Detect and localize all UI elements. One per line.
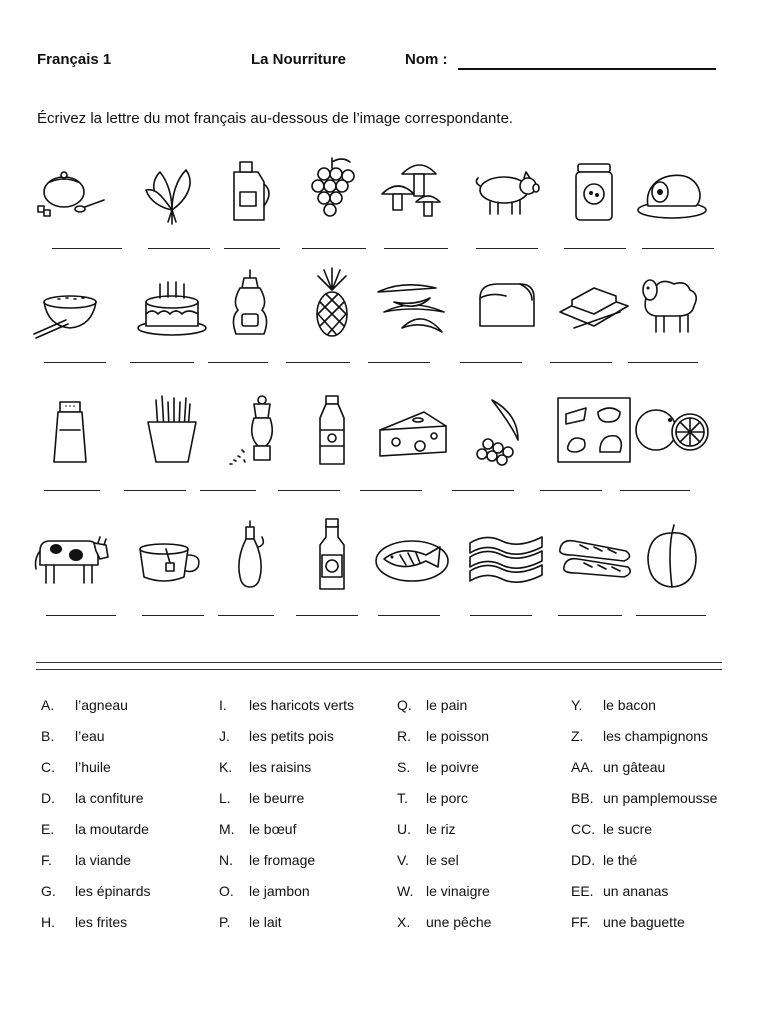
vocabulary-item (41, 790, 221, 821)
vocabulary-word: le bœuf (249, 821, 297, 837)
answer-blank[interactable] (302, 248, 366, 249)
answer-blank[interactable] (636, 615, 706, 616)
answer-blank[interactable] (476, 248, 538, 249)
cake-icon (132, 262, 212, 342)
answer-blank[interactable] (550, 362, 612, 363)
vocabulary-letter: AA. (571, 759, 594, 775)
vocabulary-word: un gâteau (603, 759, 666, 775)
vocabulary-item (397, 914, 577, 945)
vocabulary-word: le poivre (426, 759, 479, 775)
answer-blank[interactable] (208, 362, 268, 363)
vocabulary-column-2 (219, 697, 399, 945)
answer-blank[interactable] (620, 490, 690, 491)
vocabulary-letter: N. (219, 852, 233, 868)
answer-blank[interactable] (218, 615, 274, 616)
vocabulary-word: le vinaigre (426, 883, 490, 899)
vocabulary-word: le sucre (603, 821, 653, 837)
vocabulary-item (571, 883, 751, 914)
cow-icon (30, 515, 110, 595)
vocabulary-letter: B. (41, 728, 55, 744)
vocabulary-item (397, 883, 577, 914)
vocabulary-letter: T. (397, 790, 408, 806)
vocabulary-item (571, 697, 751, 728)
vocabulary-item (41, 728, 221, 759)
vocabulary-word: l’huile (75, 759, 111, 775)
vocabulary-letter: F. (41, 852, 52, 868)
answer-blank[interactable] (378, 615, 440, 616)
vocabulary-word: le riz (426, 821, 456, 837)
vocabulary-letter: Y. (571, 697, 583, 713)
answer-blank[interactable] (296, 615, 358, 616)
answer-blank[interactable] (130, 362, 194, 363)
vocabulary-word: le pain (426, 697, 468, 713)
grapefruit-icon (632, 390, 712, 470)
vocabulary-item (571, 759, 751, 790)
vocabulary-word: la moutarde (75, 821, 149, 837)
vocabulary-item (397, 728, 577, 759)
vocabulary-word: les raisins (249, 759, 312, 775)
vocabulary-letter: Z. (571, 728, 584, 744)
vocabulary-word: l’eau (75, 728, 105, 744)
spinach-icon (132, 148, 212, 228)
vocabulary-letter: BB. (571, 790, 594, 806)
sugar-bowl-icon (30, 148, 110, 228)
vocabulary-letter: DD. (571, 852, 596, 868)
answer-blank[interactable] (628, 362, 698, 363)
picture-row-1 (30, 148, 730, 258)
answer-blank[interactable] (200, 490, 256, 491)
pineapple-icon (292, 262, 372, 342)
picture-row-3 (30, 390, 730, 500)
vocabulary-word: les champignons (603, 728, 709, 744)
vocabulary-item (397, 759, 577, 790)
vinegar-bottle-icon (292, 515, 372, 595)
answer-blank[interactable] (142, 615, 204, 616)
rice-bowl-icon (30, 262, 110, 342)
jam-jar-icon (554, 148, 634, 228)
bacon-icon (466, 515, 546, 595)
vocabulary-word: les épinards (75, 883, 151, 899)
answer-blank[interactable] (564, 248, 626, 249)
vocabulary-column-1 (41, 697, 221, 945)
pepper-mill-icon (210, 390, 290, 470)
vocabulary-item (219, 914, 399, 945)
vocabulary-word: un ananas (603, 883, 669, 899)
vocabulary-item (219, 697, 399, 728)
oil-cruet-icon (210, 515, 290, 595)
vocabulary-letter: S. (397, 759, 411, 775)
answer-blank[interactable] (224, 248, 280, 249)
vocabulary-column-3 (397, 697, 577, 945)
worksheet-header (0, 51, 768, 73)
water-bottle-icon (292, 390, 372, 470)
vocabulary-item (571, 914, 751, 945)
vocabulary-letter: Q. (397, 697, 412, 713)
sheep-icon (632, 262, 712, 342)
cheese-icon (372, 390, 452, 470)
vocabulary-word: un pamplemousse (603, 790, 718, 806)
vocabulary-letter: P. (219, 914, 231, 930)
butter-icon (554, 262, 634, 342)
mustard-bottle-icon (210, 262, 290, 342)
vocabulary-letter: FF. (571, 914, 591, 930)
vocabulary-word: le porc (426, 790, 469, 806)
vocabulary-word: le sel (426, 852, 459, 868)
answer-blank[interactable] (124, 490, 186, 491)
answer-blank[interactable] (642, 248, 714, 249)
meat-platter-icon (554, 390, 634, 470)
vocabulary-word: l’agneau (75, 697, 128, 713)
answer-blank[interactable] (44, 362, 106, 363)
answer-blank[interactable] (452, 490, 514, 491)
vocabulary-column-4 (571, 697, 751, 945)
vocabulary-word: le beurre (249, 790, 305, 806)
vocabulary-word: le poisson (426, 728, 490, 744)
answer-blank[interactable] (470, 615, 532, 616)
answer-blank[interactable] (460, 362, 522, 363)
vocabulary-item (219, 852, 399, 883)
answer-blank[interactable] (278, 490, 340, 491)
fries-icon (132, 390, 212, 470)
vocabulary-letter: I. (219, 697, 227, 713)
vocabulary-letter: CC. (571, 821, 596, 837)
vocabulary-item (219, 790, 399, 821)
vocabulary-letter: EE. (571, 883, 594, 899)
vocabulary-item (219, 759, 399, 790)
mushrooms-icon (372, 148, 452, 228)
answer-blank[interactable] (540, 490, 602, 491)
green-beans-icon (372, 262, 452, 342)
vocabulary-item (41, 697, 221, 728)
vocabulary-letter: W. (397, 883, 414, 899)
vocabulary-letter: A. (41, 697, 55, 713)
vocabulary-item (41, 883, 221, 914)
answer-blank[interactable] (360, 490, 422, 491)
picture-row-2 (30, 262, 730, 372)
bread-loaf-icon (466, 262, 546, 342)
answer-blank[interactable] (148, 248, 210, 249)
vocabulary-item (397, 697, 577, 728)
vocabulary-word: les frites (75, 914, 128, 930)
vocabulary-letter: O. (219, 883, 234, 899)
vocabulary-item (41, 914, 221, 945)
topic-title: La Nourriture (251, 51, 347, 68)
pig-icon (466, 148, 546, 228)
vocabulary-item (397, 790, 577, 821)
vocabulary-item (571, 852, 751, 883)
milk-jug-icon (210, 148, 290, 228)
vocabulary-word: la viande (75, 852, 132, 868)
vocabulary-letter: H. (41, 914, 55, 930)
vocabulary-letter: D. (41, 790, 55, 806)
fish-platter-icon (372, 515, 452, 595)
answer-blank[interactable] (44, 490, 100, 491)
section-divider (36, 662, 722, 670)
vocabulary-word: les haricots verts (249, 697, 355, 713)
vocabulary-item (397, 821, 577, 852)
peas-icon (466, 390, 546, 470)
answer-blank[interactable] (558, 615, 622, 616)
vocabulary-item (219, 728, 399, 759)
tea-cup-icon (132, 515, 212, 595)
vocabulary-letter: M. (219, 821, 235, 837)
name-line[interactable] (458, 68, 716, 70)
vocabulary-word: la confiture (75, 790, 144, 806)
answer-blank[interactable] (368, 362, 430, 363)
vocabulary-item (219, 883, 399, 914)
vocabulary-word: les petits pois (249, 728, 334, 744)
vocabulary-letter: K. (219, 759, 233, 775)
vocabulary-letter: G. (41, 883, 56, 899)
vocabulary-item (397, 852, 577, 883)
vocabulary-word: le thé (603, 852, 638, 868)
vocabulary-letter: L. (219, 790, 231, 806)
vocabulary-letter: C. (41, 759, 55, 775)
course-title: Français 1 (37, 51, 112, 68)
vocabulary-word: le lait (249, 914, 282, 930)
vocabulary-item (571, 790, 751, 821)
answer-blank[interactable] (384, 248, 448, 249)
ham-icon (632, 148, 712, 228)
vocabulary-item (41, 852, 221, 883)
vocabulary-item (41, 821, 221, 852)
instructions: Écrivez la lettre du mot français au-dessous de l’image correspondante. (37, 110, 514, 127)
vocabulary-word: le fromage (249, 852, 316, 868)
answer-blank[interactable] (46, 615, 116, 616)
vocabulary-item (41, 759, 221, 790)
name-label: Nom : (405, 51, 448, 68)
vocabulary-word: une pêche (426, 914, 492, 930)
vocabulary-word: le bacon (603, 697, 656, 713)
vocabulary-item (571, 821, 751, 852)
peach-icon (632, 515, 712, 595)
vocabulary-word: une baguette (603, 914, 685, 930)
baguette-icon (554, 515, 634, 595)
vocabulary-item (571, 728, 751, 759)
vocabulary-letter: E. (41, 821, 55, 837)
vocabulary-letter: J. (219, 728, 230, 744)
picture-row-4 (30, 515, 730, 625)
answer-blank[interactable] (52, 248, 122, 249)
answer-blank[interactable] (286, 362, 350, 363)
vocabulary-letter: R. (397, 728, 411, 744)
vocabulary-letter: X. (397, 914, 411, 930)
vocabulary-item (219, 821, 399, 852)
vocabulary-letter: U. (397, 821, 411, 837)
salt-shaker-icon (30, 390, 110, 470)
grapes-icon (292, 148, 372, 228)
vocabulary-letter: V. (397, 852, 409, 868)
vocabulary-word: le jambon (249, 883, 310, 899)
